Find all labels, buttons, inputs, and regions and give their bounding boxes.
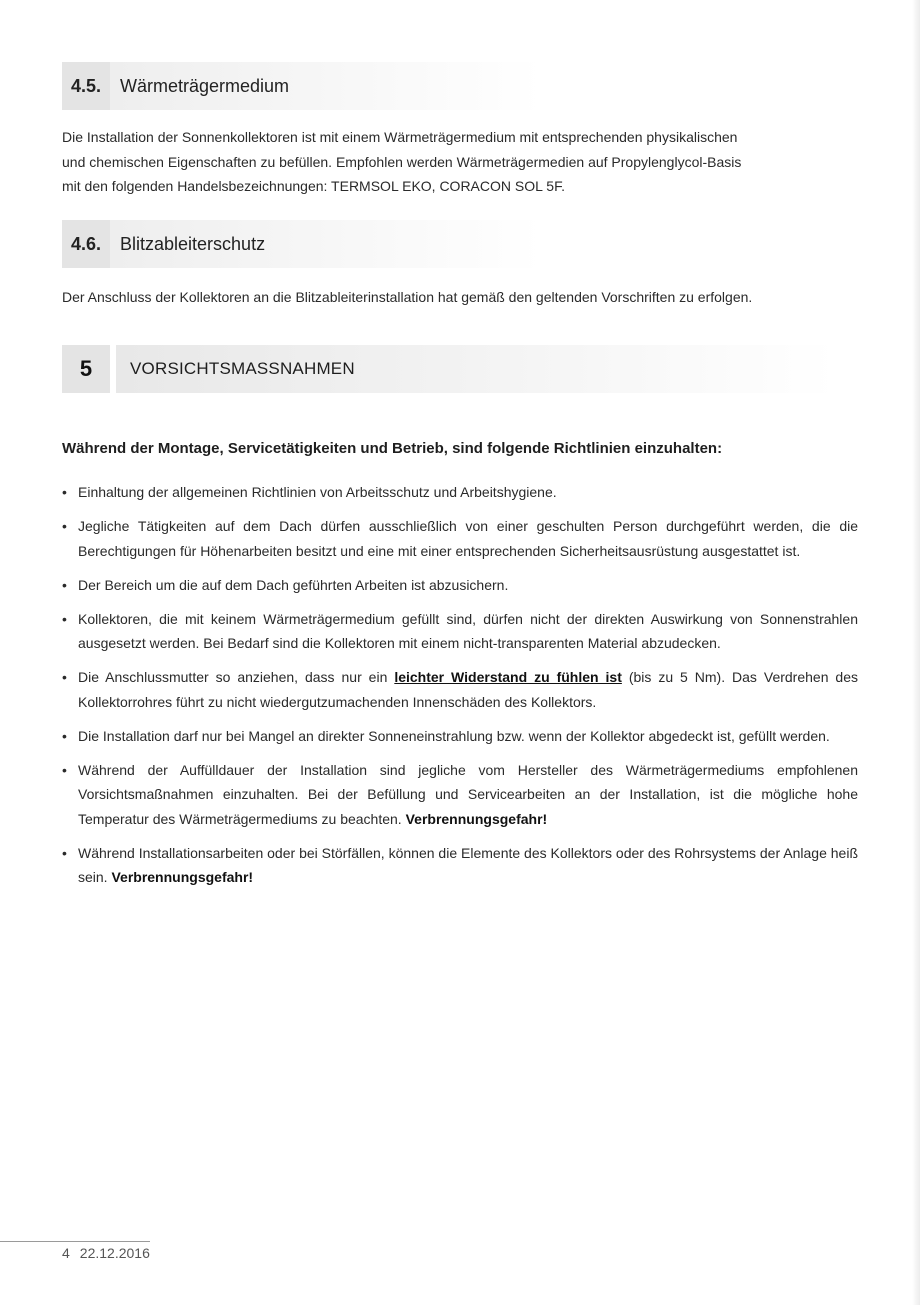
page-footer (62, 1245, 150, 1261)
section-number: 4.5. (62, 62, 110, 110)
page-edge-shadow (912, 0, 920, 1305)
section-5-lead: Während der Montage, Servicetätigkeiten und Betrieb, sind folgende Richtlinien einzuhalten: (62, 440, 723, 457)
bullet-icon: • (62, 727, 67, 744)
section-title: Wärmeträgermedium (120, 75, 290, 96)
section-4-6-paragraph: Der Anschluss der Kollektoren an die Blitzableiterinstallation hat gemäß den geltenden Vorschriften zu erfolgen. (62, 289, 753, 305)
list-item-text: Einhaltung der allgemeinen Richtlinien von Arbeitsschutz und Arbeitshygiene. (78, 484, 557, 500)
list-item-text: Die Installation darf nur bei Mangel an direkter Sonneneinstrahlung bzw. wenn der Kollektor abgedeckt ist, gefüllt werden. (78, 727, 830, 744)
list-item (62, 758, 858, 832)
paragraph-line: Die Installation der Sonnenkollektoren ist mit einem Wärmeträgermedium mit entsprechenden physikalischen (62, 129, 738, 145)
bullet-icon: • (62, 844, 67, 861)
list-item-text: Während der Auffülldauer der Installation sind jegliche vom Hersteller des Wärmeträgermediums empfohlenen Vorsichtsmaßnahmen einzuhalten. Bei der Befüllung und Servicearbeiten an der Installation, ist die mögliche hohe Temperatur des Wärmeträgermediums zu beachten. (78, 761, 858, 827)
bullet-icon: • (62, 669, 67, 685)
list-item-text: (bis zu 5 Nm). Das Verdrehen des Kollektorrohres führt zu nicht wiedergutzumachenden Innenschäden des Kollektors. (78, 669, 858, 710)
bullet-icon: • (62, 518, 67, 534)
section-number: 5 (62, 345, 110, 393)
section-title: VORSICHTSMASSNAHMEN (116, 345, 836, 393)
list-item (62, 514, 858, 563)
section-4-5-heading (62, 62, 542, 110)
warning-text: Verbrennungsgefahr! (405, 810, 548, 827)
list-item-text: Die Anschlussmutter so anziehen, dass nur ein (78, 669, 395, 685)
bullet-icon: • (62, 610, 67, 627)
section-number: 4.6. (62, 220, 110, 268)
emphasis-text: leichter Widerstand zu fühlen ist (394, 669, 622, 685)
list-item (62, 607, 858, 656)
list-item-text: Kollektoren, die mit keinem Wärmeträgermedium gefüllt sind, dürfen nicht der direkten Auswirkung von Sonnenstrahlen ausgesetzt werden. Bei Bedarf sind die Kollektoren mit einem nicht-transparenten Material abzudecken. (78, 610, 858, 651)
bullet-icon: • (62, 576, 67, 593)
list-item-text: Der Bereich um die auf dem Dach geführten Arbeiten ist abzusichern. (78, 576, 509, 593)
page-number: 4 (62, 1245, 70, 1261)
list-item-text: Während Installationsarbeiten oder bei Störfällen, können die Elemente des Kollektors oder des Rohrsystems der Anlage heiß sein. (78, 844, 858, 885)
section-5-heading (62, 345, 836, 393)
document-date: 22.12.2016 (79, 1245, 150, 1261)
list-item-text: Jegliche Tätigkeiten auf dem Dach dürfen ausschließlich von einer geschulten Person durchgeführt werden, die die Berechtigungen für Höhenarbeiten besitzt und eine mit einer entsprechenden Sicherheitsausrüstung ausgestattet ist. (78, 518, 858, 559)
list-item (62, 841, 858, 890)
list-item (62, 665, 858, 714)
section-title: Blitzableiterschutz (120, 233, 266, 254)
bullet-icon: • (62, 484, 67, 500)
warning-text: Verbrennungsgefahr! (111, 869, 254, 885)
list-item (62, 573, 858, 598)
bullet-icon: • (62, 761, 67, 778)
section-4-6-heading (62, 220, 542, 268)
paragraph-line: mit den folgenden Handelsbezeichnungen: TERMSOL EKO, CORACON SOL 5F. (62, 178, 565, 194)
paragraph-line: und chemischen Eigenschaften zu befüllen. Empfohlen werden Wärmeträgermedien auf Propylenglycol-Basis (62, 153, 742, 170)
precautions-list (62, 480, 858, 899)
section-4-5-paragraph (62, 125, 832, 199)
footer-divider (0, 1241, 150, 1242)
list-item (62, 724, 858, 749)
list-item (62, 480, 858, 505)
